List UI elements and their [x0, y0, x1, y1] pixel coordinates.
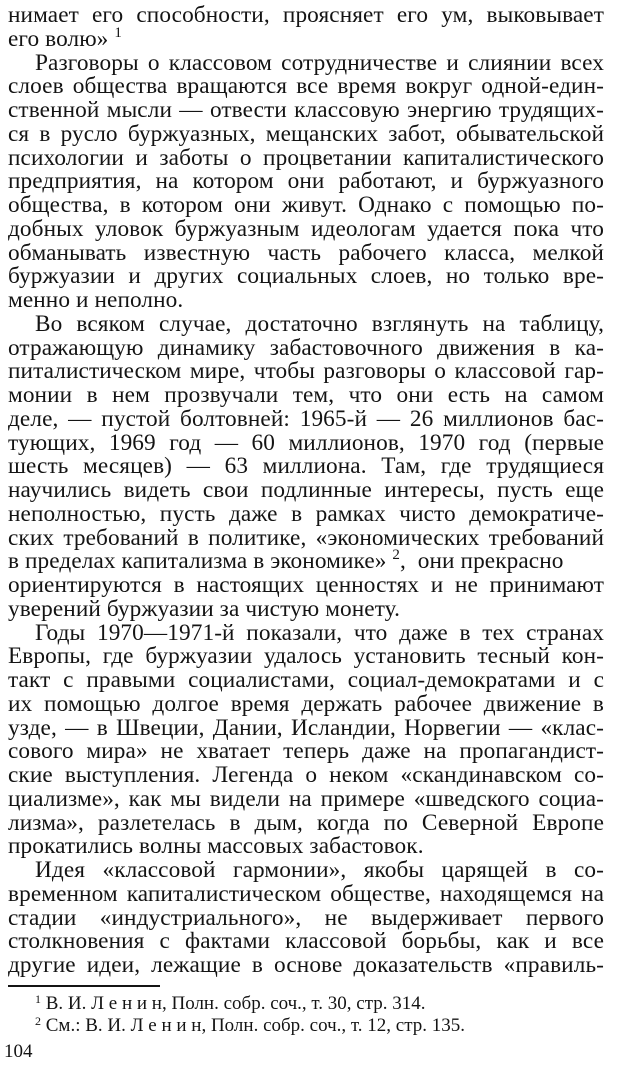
text-line: ориентируются в настоящих ценностях и не принимают — [8, 572, 604, 599]
text-line: научились видеть свои подлинные интересы, пусть еще — [8, 477, 604, 504]
text-line: психологии и заботы о процветании капиталистического — [8, 144, 604, 171]
text-line: их помощью долгое время держать рабочее движение в — [8, 690, 604, 717]
text-line: такт с правыми социалистами, социал-демократами и с — [8, 667, 604, 694]
text-line: Разговоры о классовом сотрудничестве и слиянии всех — [35, 49, 604, 76]
footnote-marker: 1 — [35, 992, 41, 1006]
text-line: питалистическом мире, чтобы разговоры о классовой гар- — [8, 358, 604, 385]
text-line: Европы, где буржуазии удалось установить тесный кон- — [8, 643, 604, 670]
text-line: временном капиталистическом обществе, находящемся на — [8, 880, 604, 907]
footnote-marker: 1 — [114, 24, 122, 41]
text-line: узде, — в Швеции, Дании, Исландии, Норвегии — «клас- — [8, 714, 604, 741]
text-line: менно и неполно. — [8, 287, 184, 314]
text-line: отражающую динамику забастовочного движения в ка- — [8, 334, 604, 361]
text-line: Идея «классовой гармонии», якобы царящей в со- — [35, 857, 604, 884]
page-number: 104 — [4, 1041, 33, 1062]
text-line: слоев общества вращаются все время вокруг одной-един- — [8, 73, 604, 100]
text-line: добных уловок буржуазным идеологам удается пока что — [8, 215, 604, 242]
text-line: деле, — пустой болтовней: 1965-й — 26 миллионов бас- — [8, 405, 604, 432]
text-line: неполностью, пусть даже в рамках чисто демократиче- — [8, 500, 604, 527]
footnote: $^2$ См.: В. И. Л е н и н, Полн. собр. соч., т. 12, стр. 135. — [35, 1014, 466, 1036]
text-line: обманывать известную часть рабочего класса, мелкой — [8, 239, 604, 266]
text-line: тующих, 1969 год — 60 миллионов, 1970 год (первые — [8, 429, 604, 456]
text-line: столкновения с фактами классовой борьбы, как и все — [8, 928, 604, 955]
text-line: лизма», разлетелась в дым, когда по Северной Европе — [8, 809, 604, 836]
text-line: его волю» $^1$ — [8, 24, 122, 52]
footnote-marker: 2 — [35, 1014, 41, 1028]
text-line: сового мира» не хватает теперь даже на пропагандист- — [8, 738, 604, 765]
text-line: Годы 1970—1971-й показали, что даже в тех странах — [35, 619, 604, 646]
text-line: стадии «индустриального», не выдерживает первого — [8, 904, 604, 931]
text-line: другие идеи, лежащие в основе доказательств «правиль- — [8, 952, 604, 979]
text-line: ские выступления. Легенда о неком «скандинавском со- — [8, 762, 604, 789]
text-line: ственной мысли — отвести классовую энергию трудящих- — [8, 97, 604, 124]
text-line: Во всяком случае, достаточно взглянуть на таблицу, — [35, 310, 604, 337]
text-line: ских требований в политике, «экономических требований — [8, 524, 604, 551]
text-line: в пределах капитализма в экономике» $^2$, они прекрасно — [8, 547, 564, 575]
footnote-rule — [8, 985, 160, 987]
text-line: циализме», как мы видели на примере «шведского социа- — [8, 785, 604, 812]
footnote-marker: 2 — [392, 547, 401, 564]
text-line: общества, в котором они живут. Однако с помощью по- — [8, 192, 604, 219]
text-line: буржуазии и других социальных слоев, но только вре- — [8, 263, 604, 290]
text-line: предприятия, на котором они работают, и буржуазного — [8, 168, 604, 195]
text-line: шесть месяцев) — 63 миллиона. Там, где трудящиеся — [8, 453, 604, 480]
footnote: $^1$ В. И. Л е н и н, Полн. собр. соч., т. 30, стр. 314. — [35, 992, 426, 1014]
text-line: прокатились волны массовых забастовок. — [8, 833, 424, 860]
text-line: нимает его способности, проясняет его ум, выковывает — [8, 2, 604, 28]
text-line: ся в русло буржуазных, мещанских забот, обывательской — [8, 120, 604, 147]
text-line: уверений буржуазии за чистую монету. — [8, 595, 401, 622]
text-line: монии в нем прозвучали тем, что они есть на самом — [8, 382, 604, 409]
